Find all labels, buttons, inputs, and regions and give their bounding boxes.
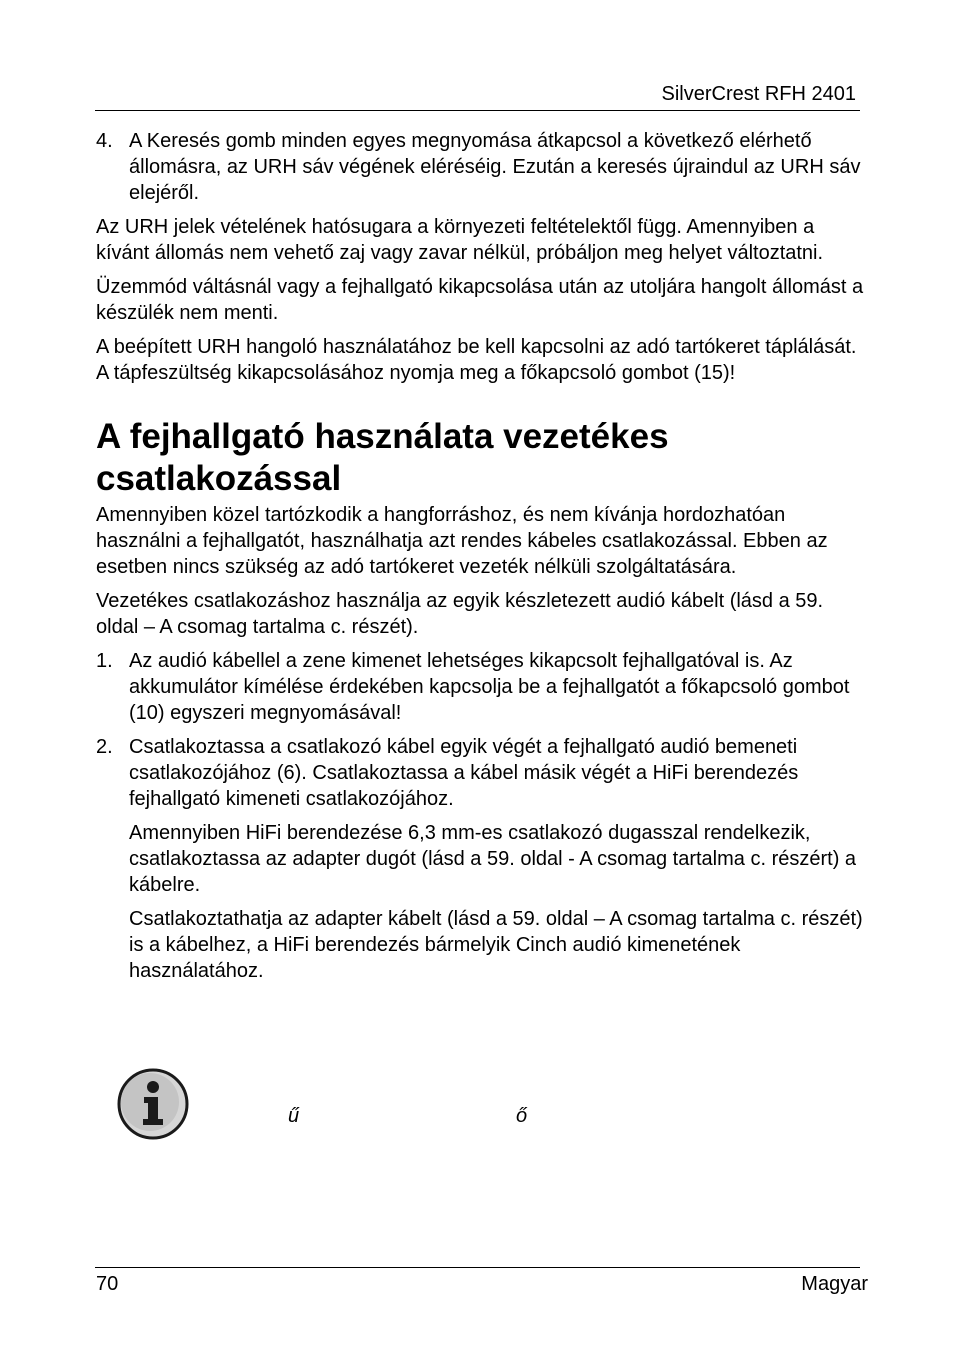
- stray-glyph: ű: [288, 1105, 300, 1127]
- list-number: 2.: [96, 736, 113, 758]
- list-item-2: [96, 734, 866, 812]
- paragraph: Az URH jelek vételének hatósugara a környezeti feltételektől függ. Amennyiben a kívánt állomás nem vehető zaj vagy zavar nélkül, próbáljon meg helyet változtatni.: [96, 216, 824, 264]
- page-number: 70: [96, 1273, 119, 1295]
- list-text: Az audió kábellel a zene kimenet lehetséges kikapcsolt fejhallgatóval is. Az akkumulátor kímélése érdekében kapcsolja be a fejhallgatót a főkapcsoló gombot (10) egyszeri megnyomásával!: [129, 650, 850, 724]
- list-number: 1.: [96, 650, 113, 672]
- page-content: [96, 128, 866, 984]
- running-header: SilverCrest RFH 2401: [661, 83, 856, 105]
- paragraph: Amennyiben közel tartózkodik a hangforráshoz, és nem kívánja hordozhatóan használni a fejhallgatót, használhatja azt rendes kábeles csatlakozással. Ebben az esetben nincs szükség az adó tartókeret vezeték nélküli szolgáltatására.: [96, 504, 828, 578]
- list-item-4: [96, 128, 866, 206]
- list-number: 4.: [96, 130, 113, 152]
- footer-rule: [95, 1267, 860, 1268]
- footer-language: Magyar: [801, 1273, 868, 1295]
- list-text: A Keresés gomb minden egyes megnyomása átkapcsol a következő elérhető állomásra, az URH sáv végének eléréséig. Ezután a keresés újraindul az URH sáv elejéről.: [129, 130, 861, 204]
- stray-glyph: ő: [516, 1105, 528, 1127]
- section-heading: A fejhallgató használata vezetékes csatlakozással: [96, 417, 669, 498]
- list-text: Csatlakoztassa a csatlakozó kábel egyik végét a fejhallgató audió bemeneti csatlakozójához (6). Csatlakoztassa a kábel másik végét a HiFi berendezés fejhallgató kimeneti csatlakozójához.: [129, 736, 799, 810]
- paragraph: Vezetékes csatlakozáshoz használja az egyik készletezett audió kábelt (lásd a 59. oldal – A csomag tartalma c. részét).: [96, 590, 824, 638]
- list-subparagraph: Amennyiben HiFi berendezése 6,3 mm-es csatlakozó dugasszal rendelkezik, csatlakoztassa az adapter dugót (lásd a 59. oldal - A csomag tartalma c. részért) a kábelre.: [129, 822, 857, 896]
- paragraph: Üzemmód váltásnál vagy a fejhallgató kikapcsolása után az utoljára hangolt állomást a készülék nem menti.: [96, 276, 864, 324]
- list-subparagraph: Csatlakoztathatja az adapter kábelt (lásd a 59. oldal – A csomag tartalma c. részét) is a kábelhez, a HiFi berendezés bármelyik Cinch audió kimenetének használatához.: [129, 908, 863, 982]
- list-item-1: [96, 648, 866, 726]
- paragraph: A beépített URH hangoló használatához be kell kapcsolni az adó tartókeret táplálását. A tápfeszültség kikapcsolásához nyomja meg a főkapcsoló gombot (15)!: [96, 336, 857, 384]
- header-rule: [95, 110, 860, 111]
- info-icon: [117, 1068, 189, 1140]
